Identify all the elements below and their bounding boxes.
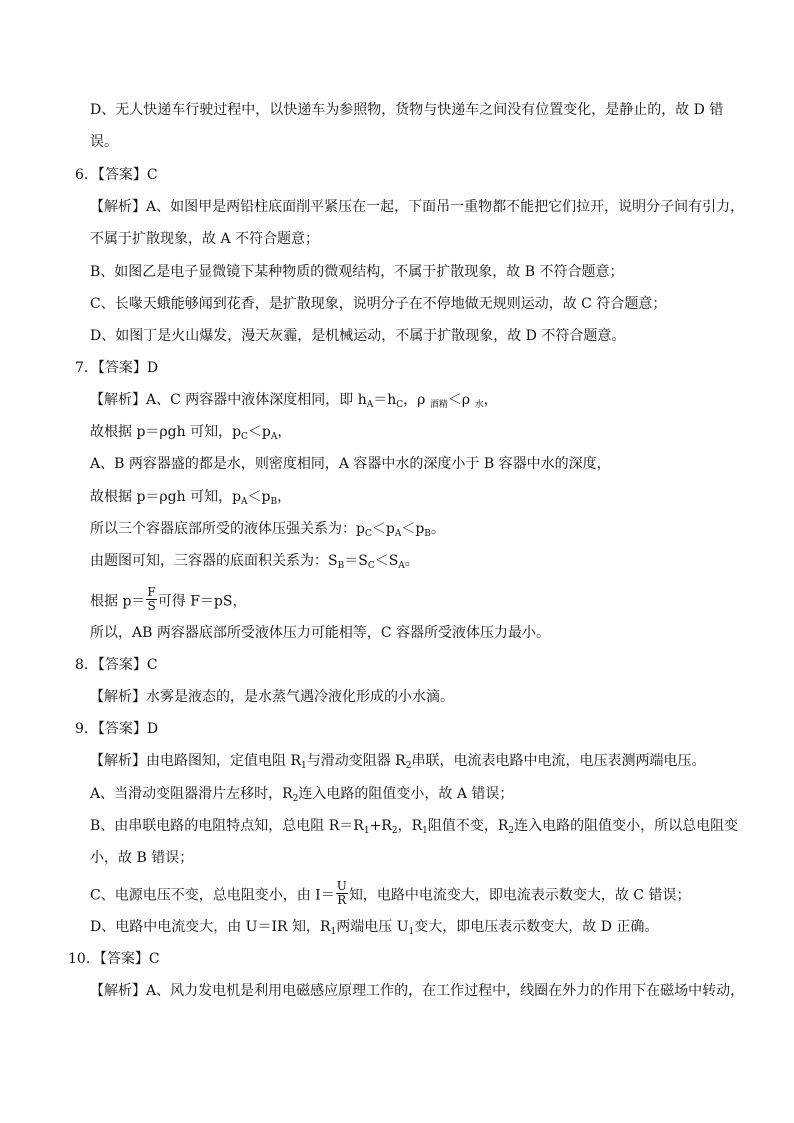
q10-analysis-line1: 【解析】A、风力发电机是利用电磁感应原理工作的，在工作过程中，线圈在外力的作用下在磁场中转动， bbox=[90, 983, 745, 999]
q7-analysis-line2: 故根据 p＝ρgh 可知，$p_C<p_A$， bbox=[90, 424, 292, 442]
q5-d-line2: 误。 bbox=[90, 134, 118, 150]
q6-analysis-line1: 【解析】A、如图甲是两铅柱底面削平紧压在一起，下面吊一重物都不能把它们拉开，说明分子间有引力， bbox=[90, 199, 745, 215]
q7-analysis-line3: A、B 两容器盛的都是水，则密度相同，A 容器中水的深度小于 B 容器中水的深度， bbox=[90, 456, 611, 472]
q8-analysis-line1: 【解析】水雾是液态的，是水蒸气遇冷液化形成的小水滴。 bbox=[90, 689, 454, 705]
q9-analysis-line5: C、电源电压不变，总电阻变小，由 I＝ $\frac{U}{R}$ 知，电路中电流变大，即电流表示数变大，故 C 错误； bbox=[90, 879, 691, 907]
q6-analysis-line5: D、如图丁是火山爆发，漫天灰霾，是机械运动，不属于扩散现象，故 D 不符合题意。 bbox=[90, 328, 626, 344]
q7-analysis-line5: 所以三个容器底部所受的液体压强关系为：$p_C<p_A<p_B$。 bbox=[90, 521, 445, 539]
q6-analysis-line4: C、长喙天蛾能够闻到花香，是扩散现象，说明分子在不停地做无规则运动，故 C 符合题意； bbox=[90, 296, 667, 312]
q9-analysis-line1: 【解析】由电路图知，定值电阻 $R_1$与滑动变阻器 $R_2$串联，电流表电路中电流，电压表测两端电压。 bbox=[90, 753, 706, 771]
q7-analysis-line1: 【解析】A、C 两容器中液体深度相同，即 $h_A=h_C$，ρ $_{酒精}$＜ρ $_水$， bbox=[90, 392, 498, 410]
q9-analysis-line6: D、电路中电流变大，由 U＝IR 知，$R_1$两端电压 $U_1$变大，即电压表示数变大，故 D 正确。 bbox=[90, 919, 659, 937]
fraction-u-over-r: $\frac{U}{R}$ bbox=[336, 879, 347, 907]
q10-answer: 10．【答案】C bbox=[68, 951, 160, 967]
q9-answer: 9．【答案】D bbox=[75, 721, 159, 737]
q7-analysis-line8: 所以，AB 两容器底部所受液体压力可能相等，C 容器所受液体压力最小。 bbox=[90, 625, 551, 641]
fraction-f-over-s: $\frac{F}{S}$ bbox=[147, 585, 156, 613]
q5-d-line1: D、无人快递车行驶过程中，以快递车为参照物，货物与快递车之间没有位置变化，是静止的，故 D 错 bbox=[90, 102, 724, 118]
q9-analysis-line3: B、由串联电路的电阻特点知，总电阻 $R=R_1+R_2$，$R_1$阻值不变，$R_2$连入电路的阻值变小，所以总电阻变 bbox=[90, 818, 739, 836]
q9-analysis-line2: A、当滑动变阻器滑片左移时，$R_2$连入电路的阻值变小，故 A 错误； bbox=[90, 786, 514, 804]
q7-analysis-line7: 根据 p＝ $\frac{F}{S}$ 可得 F＝pS， bbox=[90, 585, 247, 613]
q8-answer: 8．【答案】C bbox=[75, 657, 158, 673]
q7-analysis-line6: 由题图可知，三容器的底面积关系为：$S_B=S_C<S_A$。 bbox=[90, 553, 419, 571]
q6-analysis-line2: 不属于扩散现象，故 A 不符合题意； bbox=[90, 231, 320, 247]
q6-answer: 6．【答案】C bbox=[75, 167, 158, 183]
q7-answer: 7．【答案】D bbox=[75, 360, 159, 376]
q6-analysis-line3: B、如图乙是电子显微镜下某种物质的微观结构，不属于扩散现象，故 B 不符合题意； bbox=[90, 264, 624, 280]
q9-analysis-line4: 小，故 B 错误； bbox=[90, 850, 194, 866]
q7-analysis-line4: 故根据 p＝ρgh 可知，$p_A<p_B$， bbox=[90, 489, 292, 507]
